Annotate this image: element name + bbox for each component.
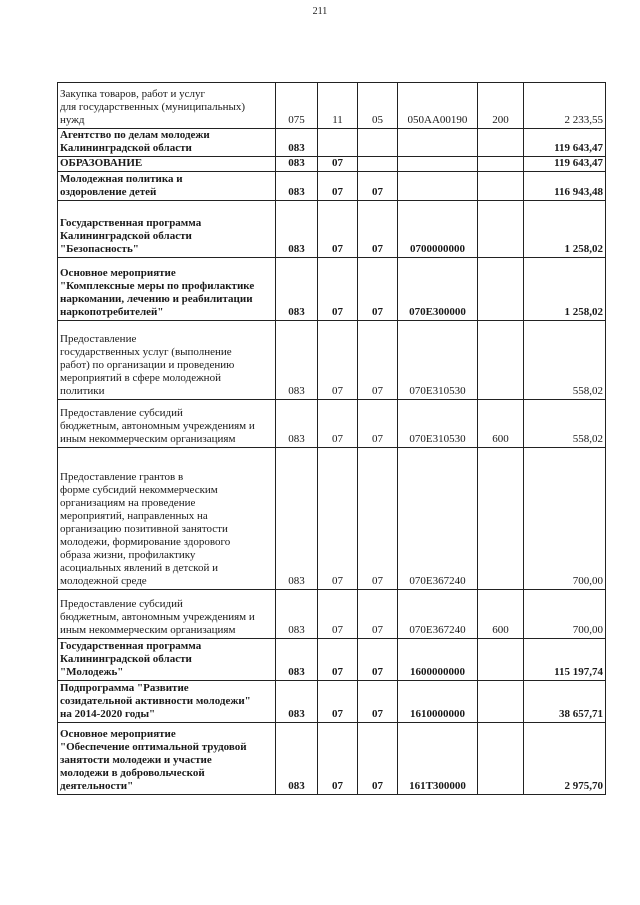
row-grbs: 083 [276,201,318,258]
row-grbs: 083 [276,157,318,172]
row-section: 11 [318,83,358,129]
row-sum: 558,02 [524,400,606,448]
row-grbs: 083 [276,129,318,157]
row-sum: 558,02 [524,321,606,400]
row-grbs: 083 [276,400,318,448]
row-vr [478,723,524,795]
row-csr: 1610000000 [398,681,478,723]
row-section: 07 [318,201,358,258]
row-section: 07 [318,723,358,795]
row-sum: 700,00 [524,448,606,590]
row-subsection: 07 [358,172,398,201]
table-row [58,83,606,129]
row-name: Основное мероприятие "Комплексные меры по профилактике наркомании, лечению и реабилитации наркопотребителей" [58,258,276,321]
row-name: Предоставление грантов в форме субсидий некоммерческим организациям на проведение мероприятий, направленных на организацию позитивной занятости молодежи, формирование здорового образа жизни, профилактику асоциальных явлений в детской и молодежной среде [58,448,276,590]
table-row [58,723,606,795]
row-sum: 2 233,55 [524,83,606,129]
row-section [318,129,358,157]
row-csr: 0700000000 [398,201,478,258]
row-sum: 115 197,74 [524,639,606,681]
row-section: 07 [318,400,358,448]
row-subsection: 07 [358,723,398,795]
row-grbs: 083 [276,448,318,590]
row-name: ОБРАЗОВАНИЕ [58,157,276,172]
row-grbs: 083 [276,321,318,400]
row-vr [478,448,524,590]
table-row [58,448,606,590]
table-row [58,590,606,639]
table-row [58,400,606,448]
row-vr [478,129,524,157]
row-subsection: 07 [358,590,398,639]
row-grbs: 083 [276,172,318,201]
row-section: 07 [318,321,358,400]
row-section: 07 [318,258,358,321]
row-vr [478,639,524,681]
table-row [58,681,606,723]
row-grbs: 083 [276,258,318,321]
row-subsection [358,157,398,172]
row-name: Основное мероприятие "Обеспечение оптимальной трудовой занятости молодежи и участие молодежи в добровольческой деятельности" [58,723,276,795]
row-sum: 119 643,47 [524,157,606,172]
row-grbs: 083 [276,723,318,795]
page-number: 211 [312,6,328,17]
row-sum: 1 258,02 [524,201,606,258]
row-subsection: 07 [358,201,398,258]
row-vr [478,172,524,201]
row-grbs: 083 [276,681,318,723]
row-name: Предоставление субсидий бюджетным, автономным учреждениям и иным некоммерческим организациям [58,590,276,639]
row-subsection: 07 [358,681,398,723]
row-grbs: 083 [276,590,318,639]
row-section: 07 [318,590,358,639]
row-vr [478,258,524,321]
row-vr: 600 [478,400,524,448]
row-sum: 700,00 [524,590,606,639]
row-section: 07 [318,639,358,681]
row-csr: 161Т300000 [398,723,478,795]
row-vr [478,321,524,400]
row-subsection: 05 [358,83,398,129]
row-csr [398,157,478,172]
row-sum: 38 657,71 [524,681,606,723]
row-name: Агентство по делам молодежи Калининградской области [58,129,276,157]
row-vr [478,201,524,258]
row-sum: 119 643,47 [524,129,606,157]
row-subsection: 07 [358,400,398,448]
row-name: Государственная программа Калининградской области "Молодежь" [58,639,276,681]
row-name: Закупка товаров, работ и услуг для государственных (муниципальных) нужд [58,83,276,129]
row-section: 07 [318,448,358,590]
row-name: Предоставление субсидий бюджетным, автономным учреждениям и иным некоммерческим организациям [58,400,276,448]
row-name: Подпрограмма "Развитие созидательной активности молодежи" на 2014-2020 годы" [58,681,276,723]
row-csr: 070Е310530 [398,321,478,400]
row-subsection: 07 [358,639,398,681]
row-section: 07 [318,681,358,723]
row-name: Молодежная политика и оздоровление детей [58,172,276,201]
row-name: Государственная программа Калининградской области "Безопасность" [58,201,276,258]
row-subsection: 07 [358,448,398,590]
table-row [58,321,606,400]
row-grbs: 083 [276,639,318,681]
row-grbs: 075 [276,83,318,129]
table-row [58,639,606,681]
table-row [58,201,606,258]
row-section: 07 [318,172,358,201]
row-vr [478,681,524,723]
row-csr: 070Е300000 [398,258,478,321]
row-sum: 1 258,02 [524,258,606,321]
row-sum: 2 975,70 [524,723,606,795]
row-csr: 070Е310530 [398,400,478,448]
row-vr: 600 [478,590,524,639]
row-name: Предоставление государственных услуг (выполнение работ) по организации и проведению мероприятий в сфере молодежной политики [58,321,276,400]
row-csr: 1600000000 [398,639,478,681]
row-csr: 050AA00190 [398,83,478,129]
row-csr [398,172,478,201]
row-vr: 200 [478,83,524,129]
budget-table [57,82,606,795]
table-row [58,157,606,172]
row-sum: 116 943,48 [524,172,606,201]
row-subsection: 07 [358,258,398,321]
row-vr [478,157,524,172]
table-row [58,172,606,201]
row-subsection [358,129,398,157]
table-row [58,129,606,157]
row-section: 07 [318,157,358,172]
row-csr: 070Е367240 [398,448,478,590]
row-subsection: 07 [358,321,398,400]
row-csr [398,129,478,157]
row-csr: 070Е367240 [398,590,478,639]
table-row [58,258,606,321]
